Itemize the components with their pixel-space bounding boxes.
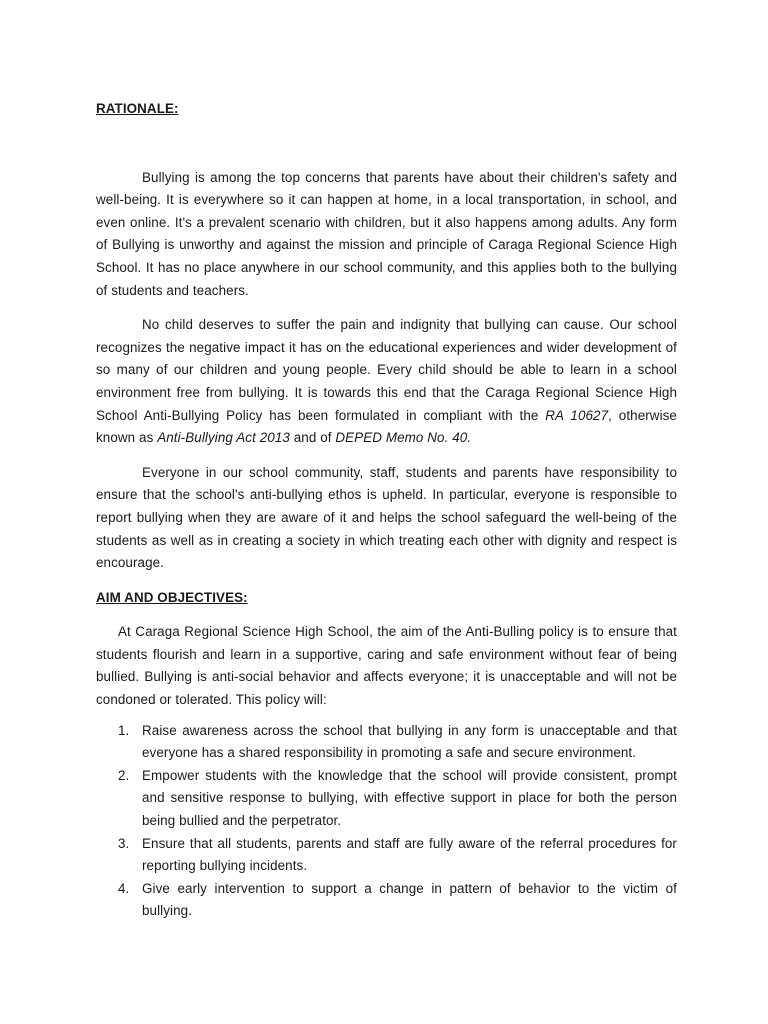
list-item-text: Raise awareness across the school that bullying in any form is unacceptable and that everyone has a shared responsibility in promoting a safe and secure environment. — [142, 722, 677, 761]
objectives-list — [96, 720, 677, 923]
list-item-text: Ensure that all students, parents and staff are fully aware of the referral procedures for reporting bullying incidents. — [142, 835, 677, 874]
list-item-number: 2. — [118, 767, 130, 783]
rationale-paragraph-2-and: and of — [289, 430, 336, 446]
list-item — [96, 765, 677, 833]
document-body — [96, 98, 677, 923]
act-reference: Anti-Bullying Act 2013 — [157, 430, 290, 446]
rationale-paragraph-1: Bullying is among the top concerns that parents have about their children's safety and well-being. It is everywhere so it can happen at home, in a local transportation, in school, and even online. It's a prevalent scenario with children, but it also happens among adults. Any form of Bullying is unworthy and against the mission and principle of Caraga Regional Science High School. It has no place anywhere in our school community, and this applies both to the bullying of students and teachers. — [96, 169, 677, 298]
aim-heading: AIM AND OBJECTIVES: — [96, 589, 248, 605]
list-item-text: Give early intervention to support a change in pattern of behavior to the victim of bullying. — [142, 880, 677, 919]
list-item-text: Empower students with the knowledge that the school will provide consistent, prompt and sensitive response to bullying, with effective support in place for both the person being bullied and the perpetrator. — [142, 767, 677, 829]
list-item-number: 3. — [118, 835, 130, 851]
list-item — [96, 833, 677, 878]
list-item — [96, 878, 677, 923]
rationale-paragraph-3: Everyone in our school community, staff, students and parents have responsibility to ensure that the school's anti-bullying ethos is upheld. In particular, everyone is responsible to report bullying when they are aware of it and helps the school safeguard the well-being of the students as well as in creating a society in which treating each other with dignity and respect is encourage. — [96, 464, 677, 571]
list-item — [96, 720, 677, 765]
aim-paragraph: At Caraga Regional Science High School, the aim of the Anti-Bulling policy is to ensure that students flourish and learn in a supportive, caring and safe environment without fear of being bullied. Bullying is anti-social behavior and affects everyone; it is unacceptable and will not be condoned or tolerated. This policy will: — [96, 624, 677, 708]
list-item-number: 4. — [118, 880, 130, 896]
ra-reference: RA 10627 — [545, 407, 609, 423]
rationale-paragraph-2 — [96, 314, 677, 450]
memo-reference: DEPED Memo No. 40. — [335, 430, 472, 446]
rationale-heading: RATIONALE: — [96, 101, 179, 116]
rationale-paragraph-2-text: No child deserves to suffer the pain and indignity that bullying can cause. Our school recognizes the negative impact it has on the educational experiences and wider development of so many of our children and young people. Every child should be able to learn in a school environment free from bullying. It is towards this end that the Caraga Regional Science High School Anti-Bullying Policy has been formulated in compliant with the — [96, 317, 677, 423]
rationale-paragraph-2-connector: , otherwise known as — [96, 407, 677, 446]
list-item-number: 1. — [118, 722, 130, 738]
